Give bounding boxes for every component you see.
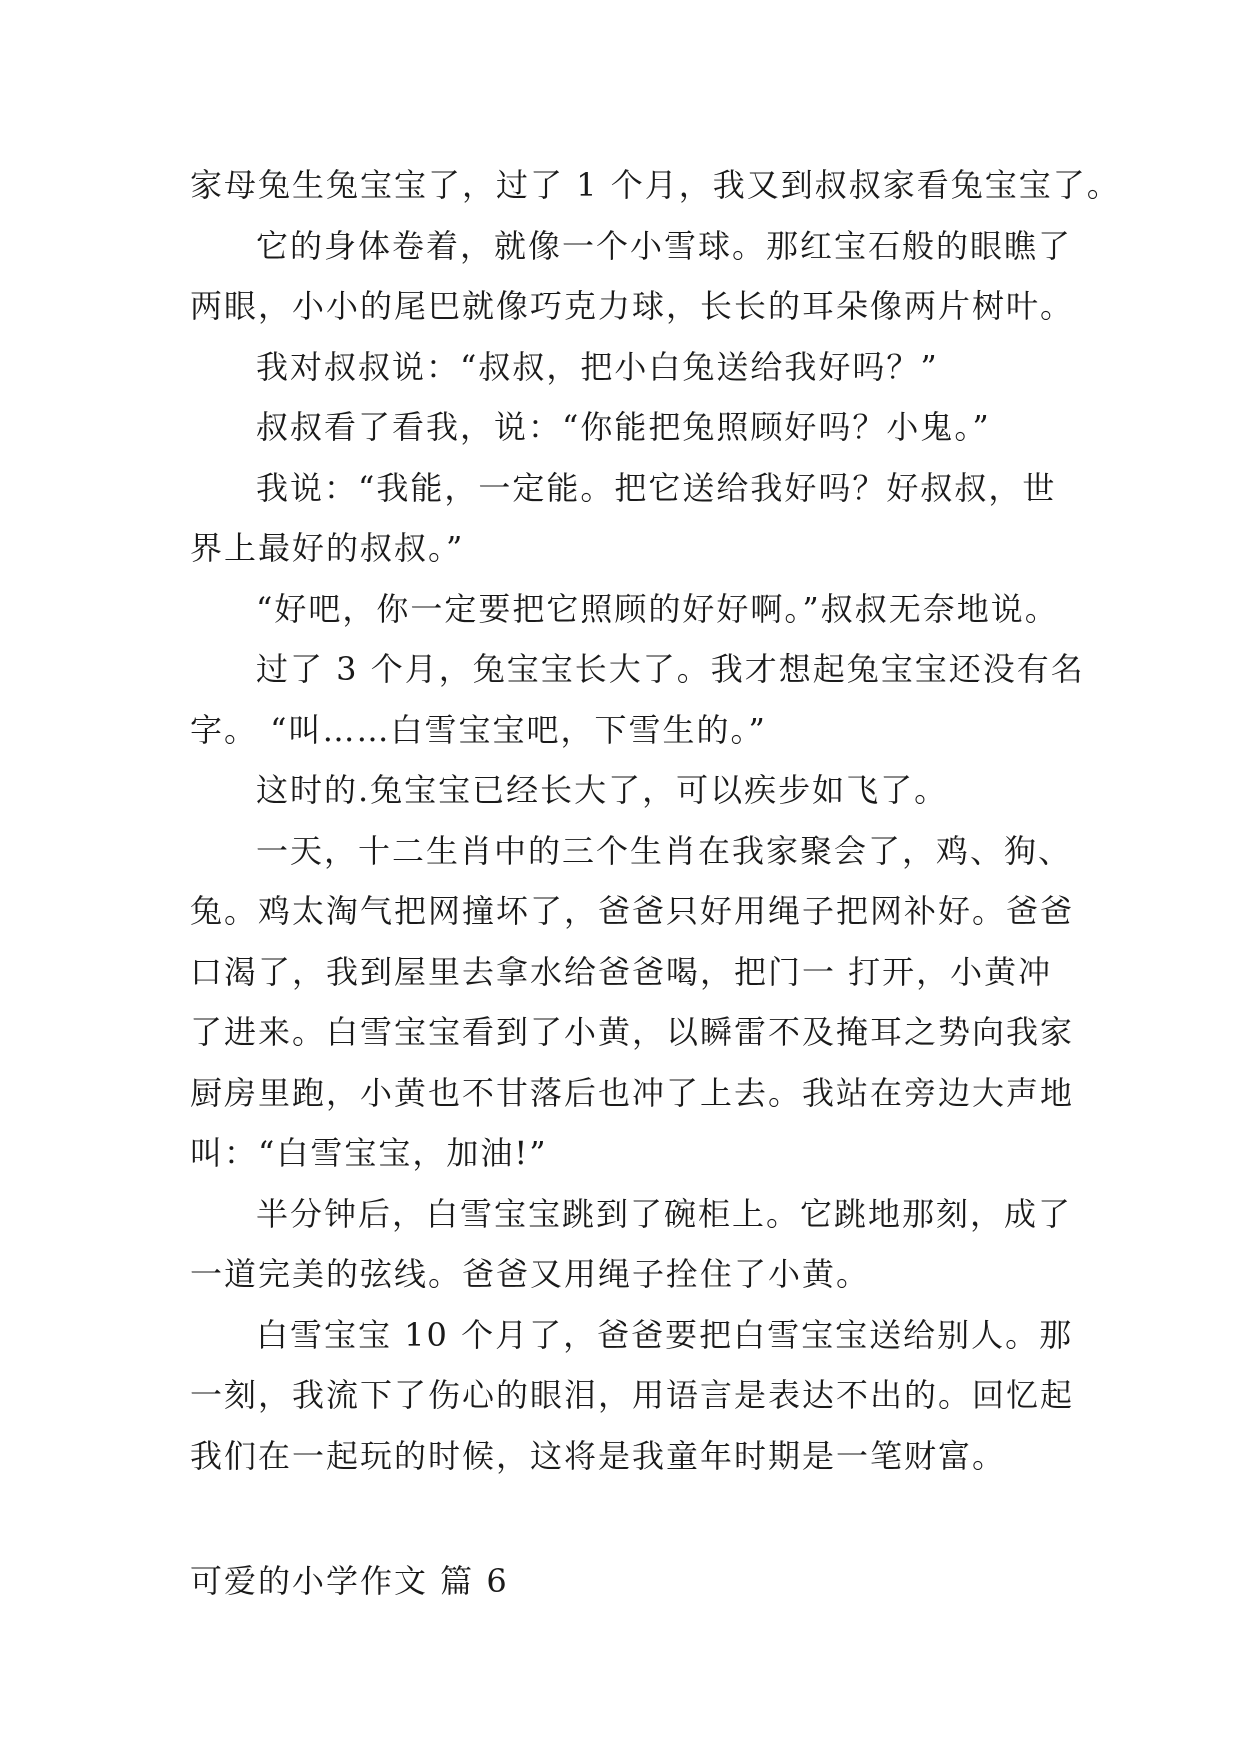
text-line: 两眼，小小的尾巴就像巧克力球，长长的耳朵像两片树叶。 <box>190 287 1075 325</box>
text-line: 我对叔叔说：“叔叔，把小白兔送给我好吗？” <box>256 347 939 386</box>
document-body <box>190 155 1121 1486</box>
section-heading: 可爱的小学作文 篇 6 <box>190 1562 509 1600</box>
text-line: 过了 3 个月，兔宝宝长大了。我才想起兔宝宝还没有名 <box>256 650 1085 688</box>
text-line: 半分钟后，白雪宝宝跳到了碗柜上。它跳地那刻，成了 <box>256 1194 1073 1233</box>
text-line: 一道完美的弦线。爸爸又用绳子拴住了小黄。 <box>190 1255 871 1293</box>
text-line: 一天，十二生肖中的三个生肖在我家聚会了，鸡、狗、 <box>256 831 1073 870</box>
section-gap <box>190 1486 1070 1551</box>
text-line: 叔叔看了看我，说：“你能把兔照顾好吗？小鬼。” <box>256 408 991 446</box>
text-line: 了进来。白雪宝宝看到了小黄，以瞬雷不及掩耳之势向我家 <box>190 1013 1075 1051</box>
text-line: 厨房里跑，小黄也不甘落后也冲了上去。我站在旁边大声地 <box>190 1073 1075 1112</box>
text-line: 家母兔生兔宝宝了，过了 1 个月，我又到叔叔家看兔宝宝了。 <box>190 166 1121 204</box>
text-line: 一刻，我流下了伤心的眼泪，用语言是表达不出的。回忆起 <box>190 1376 1075 1414</box>
text-line: 它的身体卷着，就像一个小雪球。那红宝石般的眼瞧了 <box>256 226 1073 265</box>
text-line: 我们在一起玩的时候，这将是我童年时期是一笔财富。 <box>190 1436 1007 1475</box>
text-line: 白雪宝宝 10 个月了，爸爸要把白雪宝宝送给别人。那 <box>256 1315 1074 1354</box>
text-line: “好吧，你一定要把它照顾的好好啊。”叔叔无奈地说。 <box>256 589 1059 628</box>
text-line: 兔。鸡太淘气把网撞坏了，爸爸只好用绳子把网补好。爸爸 <box>190 892 1075 930</box>
document-page <box>190 155 1121 1612</box>
text-line: 叫：“白雪宝宝，加油!” <box>190 1134 548 1172</box>
text-line: 我说：“我能，一定能。把它送给我好吗？好叔叔，世 <box>256 468 1057 507</box>
text-line: 口渴了，我到屋里去拿水给爸爸喝，把门一 打开，小黄冲 <box>190 952 1053 991</box>
text-line: 这时的.兔宝宝已经长大了，可以疾步如飞了。 <box>256 771 949 809</box>
text-line: 字。 “叫……白雪宝宝吧，下雪生的。” <box>190 710 767 749</box>
text-line: 界上最好的叔叔。” <box>190 529 465 567</box>
